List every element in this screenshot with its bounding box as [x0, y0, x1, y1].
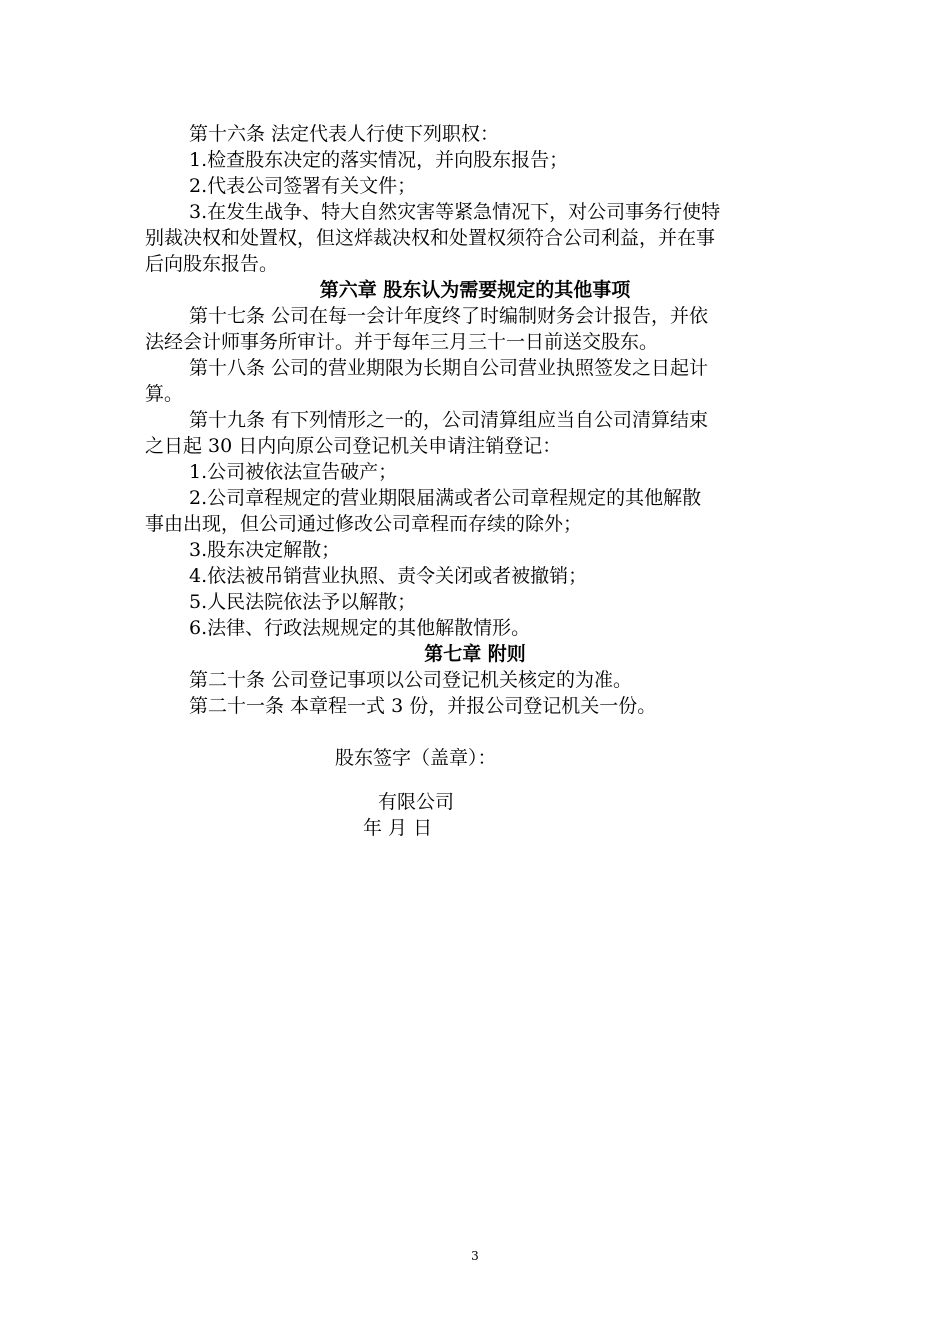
article-18-line-2: 算。	[145, 383, 184, 405]
company-name-line: 有限公司	[378, 791, 455, 813]
article-17-line-2: 法经会计师事务所审计。并于每年三月三十一日前送交股东。	[145, 331, 659, 353]
article-19-item-2-line-1: 2.公司章程规定的营业期限届满或者公司章程规定的其他解散	[189, 487, 702, 509]
article-16-item-3-line-1: 3.在发生战争、特大自然灾害等紧急情况下，对公司事务行使特	[189, 201, 721, 223]
article-19-item-2-line-2: 事由出现，但公司通过修改公司章程而存续的除外；	[145, 513, 583, 535]
chapter-6-heading: 第六章 股东认为需要规定的其他事项	[319, 279, 631, 301]
page-number: 3	[471, 1249, 479, 1263]
article-17-line-1: 第十七条 公司在每一会计年度终了时编制财务会计报告，并依	[189, 305, 709, 327]
article-20: 第二十条 公司登记事项以公司登记机关核定的为准。	[189, 669, 633, 691]
article-19-line-1: 第十九条 有下列情形之一的，公司清算组应当自公司清算结束	[189, 409, 709, 431]
article-19-item-4: 4.依法被吊销营业执照、责令关闭或者被撤销；	[189, 565, 588, 587]
article-19-item-3: 3.股东决定解散；	[189, 539, 341, 561]
article-16-item-1: 1.检查股东决定的落实情况，并向股东报告；	[189, 149, 569, 171]
document-body	[145, 121, 805, 841]
article-21: 第二十一条 本章程一式 3 份，并报公司登记机关一份。	[189, 695, 657, 717]
article-18-line-1: 第十八条 公司的营业期限为长期自公司营业执照签发之日起计	[189, 357, 709, 379]
article-19-item-5: 5.人民法院依法予以解散；	[189, 591, 417, 613]
article-16-title: 第十六条 法定代表人行使下列职权：	[189, 123, 500, 145]
chapter-7-heading: 第七章 附则	[424, 643, 526, 665]
article-16-item-3-line-2: 别裁决权和处置权，但这烊裁决权和处置权须符合公司利益，并在事	[145, 227, 716, 249]
article-16-item-3-line-3: 后向股东报告。	[145, 253, 279, 275]
shareholder-signature-label: 股东签字（盖章）：	[335, 747, 497, 769]
article-19-line-2: 之日起 30 日内向原公司登记机关申请注销登记：	[145, 435, 562, 457]
article-16-item-2: 2.代表公司签署有关文件；	[189, 175, 417, 197]
signature-date-line: 年 月 日	[363, 817, 433, 839]
article-19-item-1: 1.公司被依法宣告破产；	[189, 461, 398, 483]
article-19-item-6: 6.法律、行政法规规定的其他解散情形。	[189, 617, 531, 639]
